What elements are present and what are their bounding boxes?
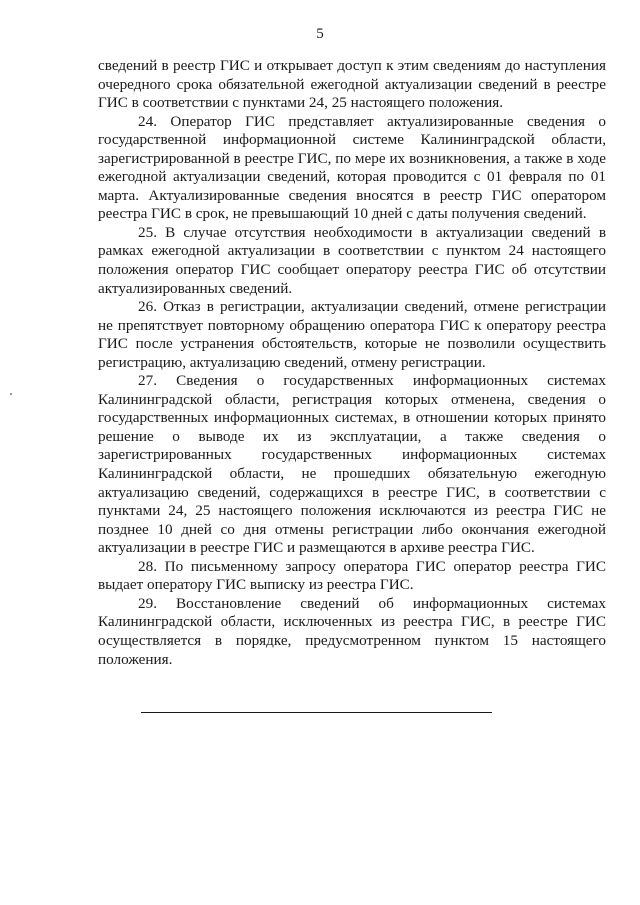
paragraph-27: 27. Сведения о государственных информационных системах Калининградской области, регистрация которых отменена, сведения о государственных информационных системах, в отношении которых принято решение о выводе их из эксплуатации, а также сведения о зарегистрированных государственных информационных системах Калининградской области, не прошедших обязательную ежегодную актуализацию сведений, содержащихся в реестре ГИС, в соответствии с пунктами 24, 25 настоящего положения исключаются из реестра ГИС не позднее 10 дней со дня отмены регистрации либо окончания ежегодной актуализации в реестре ГИС и размещаются в архиве реестра ГИС. [98, 372, 606, 557]
paragraph-26: 26. Отказ в регистрации, актуализации сведений, отмене регистрации не препятствует повторному обращению оператора ГИС к оператору реестра ГИС после устранения обстоятельств, которые не позволили осуществить регистрацию, актуализацию сведений, отмену регистрации. [98, 298, 606, 371]
paragraph-29: 29. Восстановление сведений об информационных системах Калининградской области, исключенных из реестра ГИС, в реестре ГИС осуществляется в порядке, предусмотренном пунктом 15 настоящего положения. [98, 594, 606, 668]
paragraph-continuation: сведений в реестр ГИС и открывает доступ к этим сведениям до наступления очередного срока обязательной ежегодной актуализации сведений в реестре ГИС в соответствии с пунктами 24, 25 настоящего положения. [98, 57, 606, 112]
scan-speck [10, 393, 12, 395]
closing-divider-line [141, 712, 492, 713]
paragraph-24: 24. Оператор ГИС представляет актуализированные сведения о государственной информационной системе Калининградской области, зарегистрированной в реестре ГИС, по мере их возникновения, а также в ходе ежегодной актуализации сведений, которая проводится с 01 февраля по 01 марта. Актуализированные сведения вносятся в реестр ГИС оператором реестра ГИС в срок, не превышающий 10 дней с даты получения сведений. [98, 112, 606, 223]
document-body [98, 57, 606, 669]
paragraph-25: 25. В случае отсутствия необходимости в актуализации сведений в рамках ежегодной актуализации в соответствии с пунктом 24 настоящего положения оператор ГИС сообщает оператору реестра ГИС об отсутствии актуализированных сведений. [98, 223, 606, 297]
paragraph-28: 28. По письменному запросу оператора ГИС оператор реестра ГИС выдает оператору ГИС выписку из реестра ГИС. [98, 557, 606, 594]
page-number: 5 [316, 26, 324, 42]
